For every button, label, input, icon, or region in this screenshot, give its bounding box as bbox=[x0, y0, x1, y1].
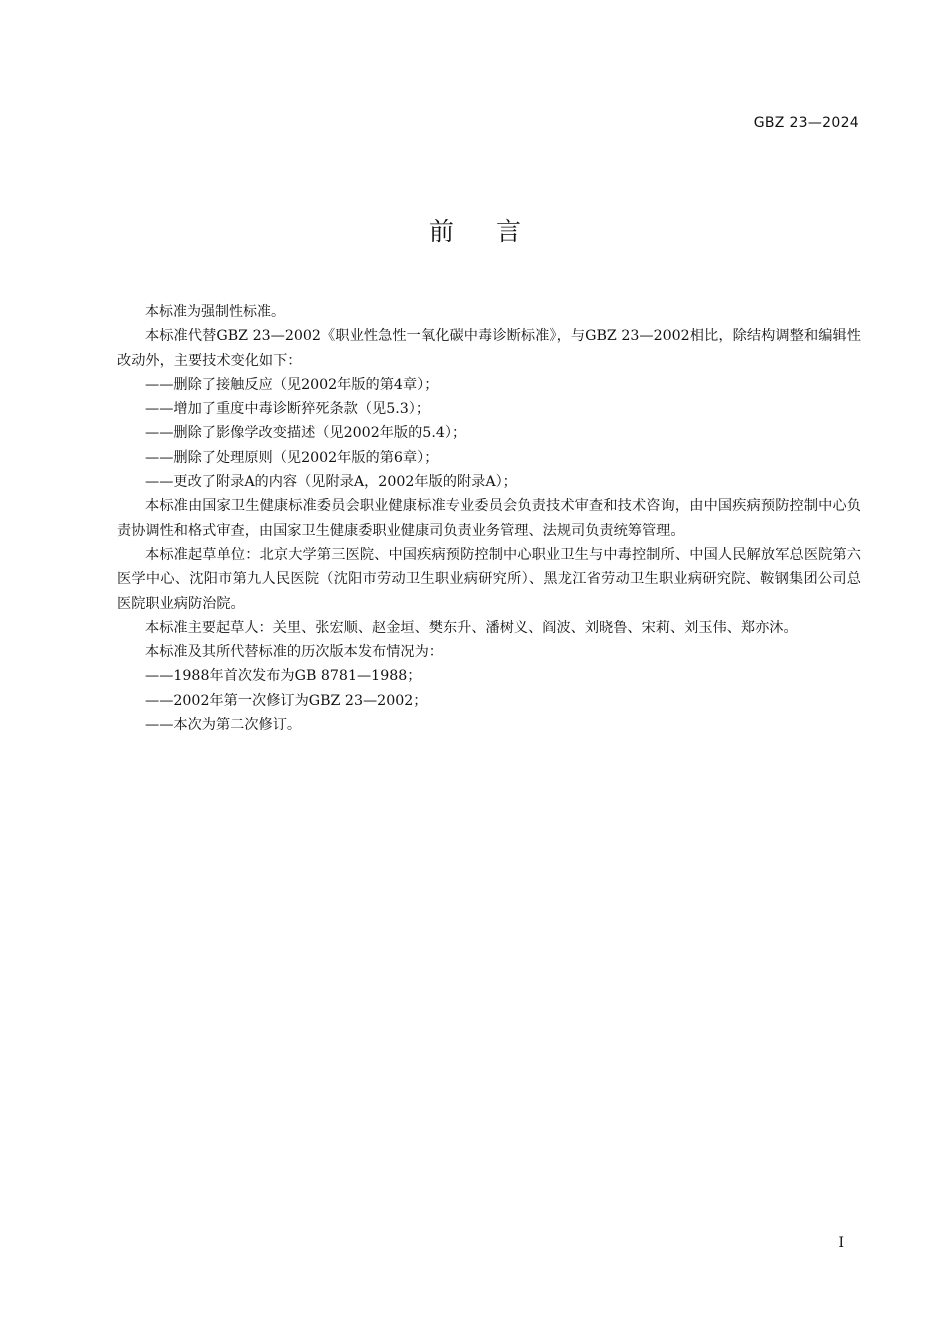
page-title: 前言 bbox=[428, 217, 563, 246]
change-item: ——更改了附录A的内容（见附录A，2002年版的附录A）； bbox=[145, 474, 517, 491]
change-item: ——删除了接触反应（见2002年版的第4章）； bbox=[145, 376, 439, 393]
history-intro: 本标准及其所代替标准的历次版本发布情况为： bbox=[145, 644, 443, 661]
history-item: ——2002年第一次修订为GBZ 23—2002； bbox=[145, 692, 428, 709]
standard-code: GBZ 23—2024 bbox=[753, 115, 859, 131]
change-item: ——删除了影像学改变描述（见2002年版的5.4）； bbox=[145, 425, 467, 442]
change-item: ——增加了重度中毒诊断猝死条款（见5.3）； bbox=[145, 401, 431, 418]
history-item: ——1988年首次发布为GB 8781—1988； bbox=[145, 668, 422, 685]
replacement-paragraph: 本标准代替GBZ 23—2002《职业性急性一氧化碳中毒诊断标准》，与GBZ 23—2002相比，除结构调整和编辑性改动外，主要技术变化如下： bbox=[117, 328, 861, 369]
preface-body bbox=[117, 300, 861, 737]
drafters-paragraph: 本标准主要起草人：关里、张宏顺、赵金垣、樊东升、潘树义、阎波、刘晓鲁、宋莉、刘玉伟、郑亦沐。 bbox=[145, 619, 798, 636]
change-item: ——删除了处理原则（见2002年版的第6章）； bbox=[145, 449, 439, 466]
page-number: I bbox=[838, 1235, 844, 1251]
history-item: ——本次为第二次修订。 bbox=[145, 717, 302, 734]
review-paragraph: 本标准由国家卫生健康标准委员会职业健康标准专业委员会负责技术审查和技术咨询，由中国疾病预防控制中心负责协调性和格式审查，由国家卫生健康委职业健康司负责业务管理、法规司负责统筹管理。 bbox=[117, 498, 861, 539]
drafting-units-paragraph: 本标准起草单位：北京大学第三医院、中国疾病预防控制中心职业卫生与中毒控制所、中国人民解放军总医院第六医学中心、沈阳市第九人民医院（沈阳市劳动卫生职业病研究所）、黑龙江省劳动卫生职业病研究院、鞍钢集团公司总医院职业病防治院。 bbox=[117, 546, 861, 612]
mandatory-statement: 本标准为强制性标准。 bbox=[145, 304, 285, 320]
